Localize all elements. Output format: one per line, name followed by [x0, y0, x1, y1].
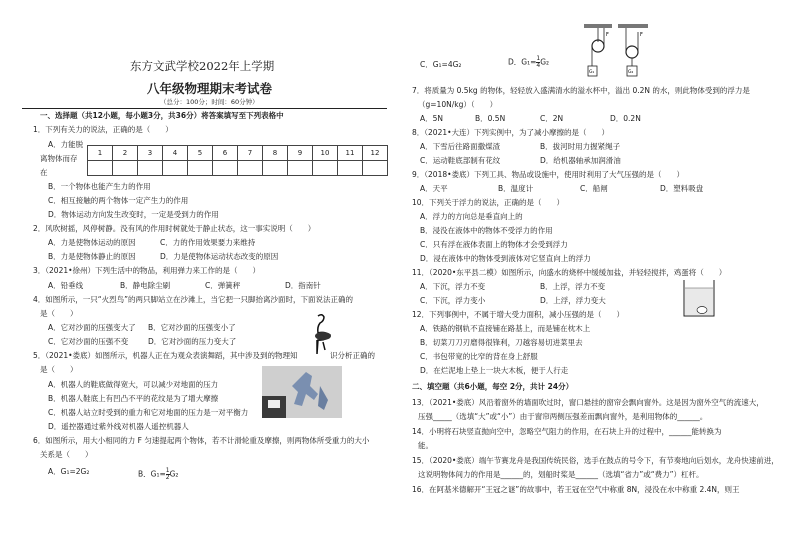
- q6-option-b-post: G₂: [169, 469, 179, 479]
- q14-stem: 14．小明将石块竖直抛向空中，忽略空气阻力的作用，在石块上升的过程中，______能转换为: [412, 427, 722, 436]
- answer-table: [87, 145, 388, 176]
- q4-option-c: C．它对沙面的压强不变: [48, 337, 129, 346]
- q12-option-d: D．在烂泥地上垫上一块大木板，便于人行走: [420, 366, 569, 375]
- q6-option-a: A．G₁=2G₂: [48, 467, 90, 476]
- fraction-denominator: 4: [536, 62, 541, 69]
- q6-stem-cont: 关系是（ ）: [40, 450, 93, 459]
- q1-option-a-cont: 离物体而存: [40, 154, 78, 163]
- answer-col-4: 4: [163, 146, 188, 161]
- q2-option-b: B．力是使物体静止的原因: [48, 252, 136, 261]
- answer-col-6: 6: [213, 146, 238, 161]
- q5-option-c: C．机器人站立时受到的重力和它对地面的压力是一对平衡力: [48, 408, 249, 417]
- answer-cell[interactable]: [113, 161, 138, 176]
- q11-option-a: A．下沉，浮力不变: [420, 282, 486, 291]
- q5-stem-right: 识分析正确的: [330, 351, 375, 360]
- q8-option-a: A．下雪后往路面撒煤渣: [420, 142, 501, 151]
- beaker-figure: [680, 276, 718, 320]
- q10-option-d: D．浸在液体中的物体受到液体对它竖直向上的浮力: [420, 254, 591, 263]
- answer-cell[interactable]: [238, 161, 263, 176]
- school-title: 东方文武学校2022年上学期: [130, 59, 275, 73]
- q3-option-b: B．静电除尘刷: [120, 281, 171, 290]
- q9-option-b: B．温度计: [498, 184, 534, 193]
- q4-option-a: A．它对沙面的压强变大了: [48, 323, 136, 332]
- q10-option-b: B．浸没在液体中的物体不受浮力的作用: [420, 226, 553, 235]
- answer-cell[interactable]: [263, 161, 288, 176]
- robot-illustration: [262, 366, 342, 418]
- answer-cell[interactable]: [138, 161, 163, 176]
- q1-stem: 1．下列有关力的说法，正确的是（ ）: [33, 125, 173, 134]
- exam-meta: （总分：100分；时间：60分钟）: [160, 98, 259, 106]
- q3-stem: 3．（2021•徐州）下列生活中的物品，利用弹力来工作的是（ ）: [33, 266, 261, 275]
- q5-option-b: B．机器人鞋底上有凹凸不平的花纹是为了增大摩擦: [48, 394, 219, 403]
- q1-option-c: C．相互接触的两个物体一定产生力的作用: [48, 196, 189, 205]
- q7-option-c: C．2N: [540, 114, 564, 123]
- q7-option-d: D．0.2N: [610, 114, 641, 123]
- q10-option-c: C．只有浮在液体表面上的物体才会受到浮力: [420, 240, 568, 249]
- q8-option-c: C．运动鞋底部制有花纹: [420, 156, 501, 165]
- q12-option-c: C．书包带宽的比窄的背在身上舒服: [420, 352, 538, 361]
- pulley-label-f2: F: [640, 32, 643, 38]
- pulley-figure: [582, 22, 652, 82]
- q10-option-a: A．浮力的方向总是垂直向上的: [420, 212, 523, 221]
- q7-stem: 7．将质量为 0.5kg 的物体，轻轻放入盛满清水的溢水杯中，溢出 0.2N 的水，则此物体受到的浮力是: [412, 86, 750, 95]
- pulley-label-g1: G₁: [589, 70, 595, 75]
- q4-stem: 4．如图所示，一只“火烈鸟”的两只脚站立在沙滩上，当它把一只脚抬离沙面时，下面说法正确的: [33, 295, 354, 304]
- q7-option-b: B．0.5N: [475, 114, 506, 123]
- answer-col-12: 12: [363, 146, 388, 161]
- pulley-label-g2: G₂: [628, 70, 634, 75]
- answer-col-8: 8: [263, 146, 288, 161]
- q1-option-b: B．一个物体也能产生力的作用: [48, 182, 151, 191]
- q13-stem-cont: 压强_____（选填“大”或“小”）由于窗帘两侧压强差而飘向窗外，是利用物体的______。: [418, 412, 708, 421]
- q5-option-a: A．机器人的鞋底做得宽大，可以减少对地面的压力: [48, 380, 219, 389]
- q1-option-a: A．力能脱: [48, 140, 84, 149]
- q12-option-b: B．切菜刀刀刃磨得很锋利，刀越容易切进菜里去: [420, 338, 583, 347]
- exam-title: 八年级物理期末考试卷: [147, 81, 273, 96]
- fraction-numerator: 1: [165, 467, 170, 474]
- q6-stem: 6．如图所示，用大小相同的力 F 匀速提起两个物体，若不计滑轮重及摩擦，则两物体所受重力的大小: [33, 436, 370, 445]
- answer-cell[interactable]: [88, 161, 113, 176]
- q5-option-d: D．遥控器通过紫外线对机器人遥控机器人: [48, 422, 189, 431]
- answer-cell[interactable]: [338, 161, 363, 176]
- q9-option-c: C．船闸: [580, 184, 608, 193]
- fraction-denominator: 2: [165, 474, 170, 481]
- q13-stem: 13．（2021•娄底）风沿着窗外的墙面吹过时，窗口悬挂的窗帘会飘向窗外。这是因为窗外空气的流速大，: [412, 398, 764, 407]
- q2-option-c: C．力的作用效果要力来维持: [160, 238, 256, 247]
- answer-col-2: 2: [113, 146, 138, 161]
- q2-stem: 2．风吹树摇，风停树静。没有风的作用时树就处于静止状态，这一事实说明（ ）: [33, 224, 316, 233]
- pulley-label-f1: F: [606, 32, 609, 38]
- answer-cell[interactable]: [213, 161, 238, 176]
- q5-stem: 5．（2021•娄底）如图所示，机器人正在为观众表演舞蹈，其中涉及到的物理知: [33, 351, 298, 360]
- q6-option-d: [508, 56, 549, 69]
- q7-stem-cont: （g=10N/kg）（ ）: [418, 100, 498, 109]
- q15-stem-cont: 这说明物体间力的作用是______的，划船时桨是______（选填“省力”或“费力”）杠杆。: [418, 470, 704, 479]
- q2-option-d: D．力是使物体运动状态改变的原因: [160, 252, 279, 261]
- q15-stem: 15．（2020•娄底）端午节赛龙舟是我国传统民俗，选手在鼓点的号令下，有节奏地向后划水，龙舟快速前进，: [412, 456, 779, 465]
- answer-cell[interactable]: [288, 161, 313, 176]
- q7-option-a: A．5N: [420, 114, 444, 123]
- q11-stem: 11．（2020•东平县二模）如图所示，向盛水的烧杯中缓缓加盐，并轻轻搅拌，鸡蛋将（ ）: [412, 268, 727, 277]
- answer-col-5: 5: [188, 146, 213, 161]
- q3-option-a: A．铅垂线: [48, 281, 84, 290]
- q8-option-d: D．给机器轴承加润滑油: [540, 156, 621, 165]
- q11-option-b: B．上浮，浮力不变: [540, 282, 606, 291]
- q11-option-c: C．下沉，浮力变小: [420, 296, 486, 305]
- answer-col-3: 3: [138, 146, 163, 161]
- answer-col-1: 1: [88, 146, 113, 161]
- header-divider: [22, 108, 387, 109]
- answer-col-10: 10: [313, 146, 338, 161]
- section1-title: 一、选择题（共12小题，每小题3分，共36分）将答案填写至下列表格中: [40, 111, 284, 120]
- q9-option-a: A．天平: [420, 184, 448, 193]
- answer-cell[interactable]: [188, 161, 213, 176]
- answer-col-7: 7: [238, 146, 263, 161]
- q16-stem: 16．在阿基米德解开“王冠之谜”的故事中，若王冠在空气中称重 8N，浸没在水中称重 2.4N，则王: [412, 485, 740, 494]
- answer-cell[interactable]: [163, 161, 188, 176]
- section2-title: 二、填空题（共6小题，每空 2分，共计 24分）: [412, 382, 574, 391]
- q4-stem-cont: 是（ ）: [40, 309, 78, 318]
- robot-photo: [262, 366, 342, 418]
- q14-stem-cont: 能。: [418, 441, 433, 450]
- q6-option-d-post: G₂: [540, 57, 550, 67]
- q1-option-d: D．物体运动方向发生改变时，一定是受到力的作用: [48, 210, 219, 219]
- answer-cell[interactable]: [313, 161, 338, 176]
- q4-option-b: B．它对沙面的压强变小了: [148, 323, 236, 332]
- q6-option-b-pre: B．G₁=: [138, 469, 166, 479]
- q11-option-d: D．上浮，浮力变大: [540, 296, 606, 305]
- q5-stem-cont: 是（ ）: [40, 365, 78, 374]
- q8-option-b: B．拔河时用力握紧绳子: [540, 142, 621, 151]
- q12-stem: 12．下列事例中，不属于增大受力面积，减小压强的是（ ）: [412, 310, 625, 319]
- q9-option-d: D．塑料吸盘: [660, 184, 704, 193]
- q4-option-d: D．它对沙面的压力变大了: [148, 337, 237, 346]
- answer-col-11: 11: [338, 146, 363, 161]
- q6-option-d-pre: D．G₁=: [508, 57, 537, 67]
- q3-option-d: D．指南针: [285, 281, 321, 290]
- q3-option-c: C．弹簧秤: [205, 281, 241, 290]
- q2-option-a: A．力是使物体运动的原因: [48, 238, 136, 247]
- fraction-numerator: 1: [536, 55, 541, 62]
- q1-option-a-cont2: 在: [40, 168, 48, 177]
- q8-stem: 8．（2021•大连）下列实例中，为了减小摩擦的是（ ）: [412, 128, 610, 137]
- q10-stem: 10．下列关于浮力的说法，正确的是（ ）: [412, 198, 565, 207]
- answer-cell[interactable]: [363, 161, 388, 176]
- q6-option-b: [138, 468, 178, 481]
- answer-col-9: 9: [288, 146, 313, 161]
- q6-option-c: C．G₁=4G₂: [420, 60, 462, 69]
- q9-stem: 9．（2018•娄底）下列工具、物品或设施中，使用时利用了大气压强的是（ ）: [412, 170, 685, 179]
- q12-option-a: A．铁路的钢轨不直接铺在路基上，而是铺在枕木上: [420, 324, 591, 333]
